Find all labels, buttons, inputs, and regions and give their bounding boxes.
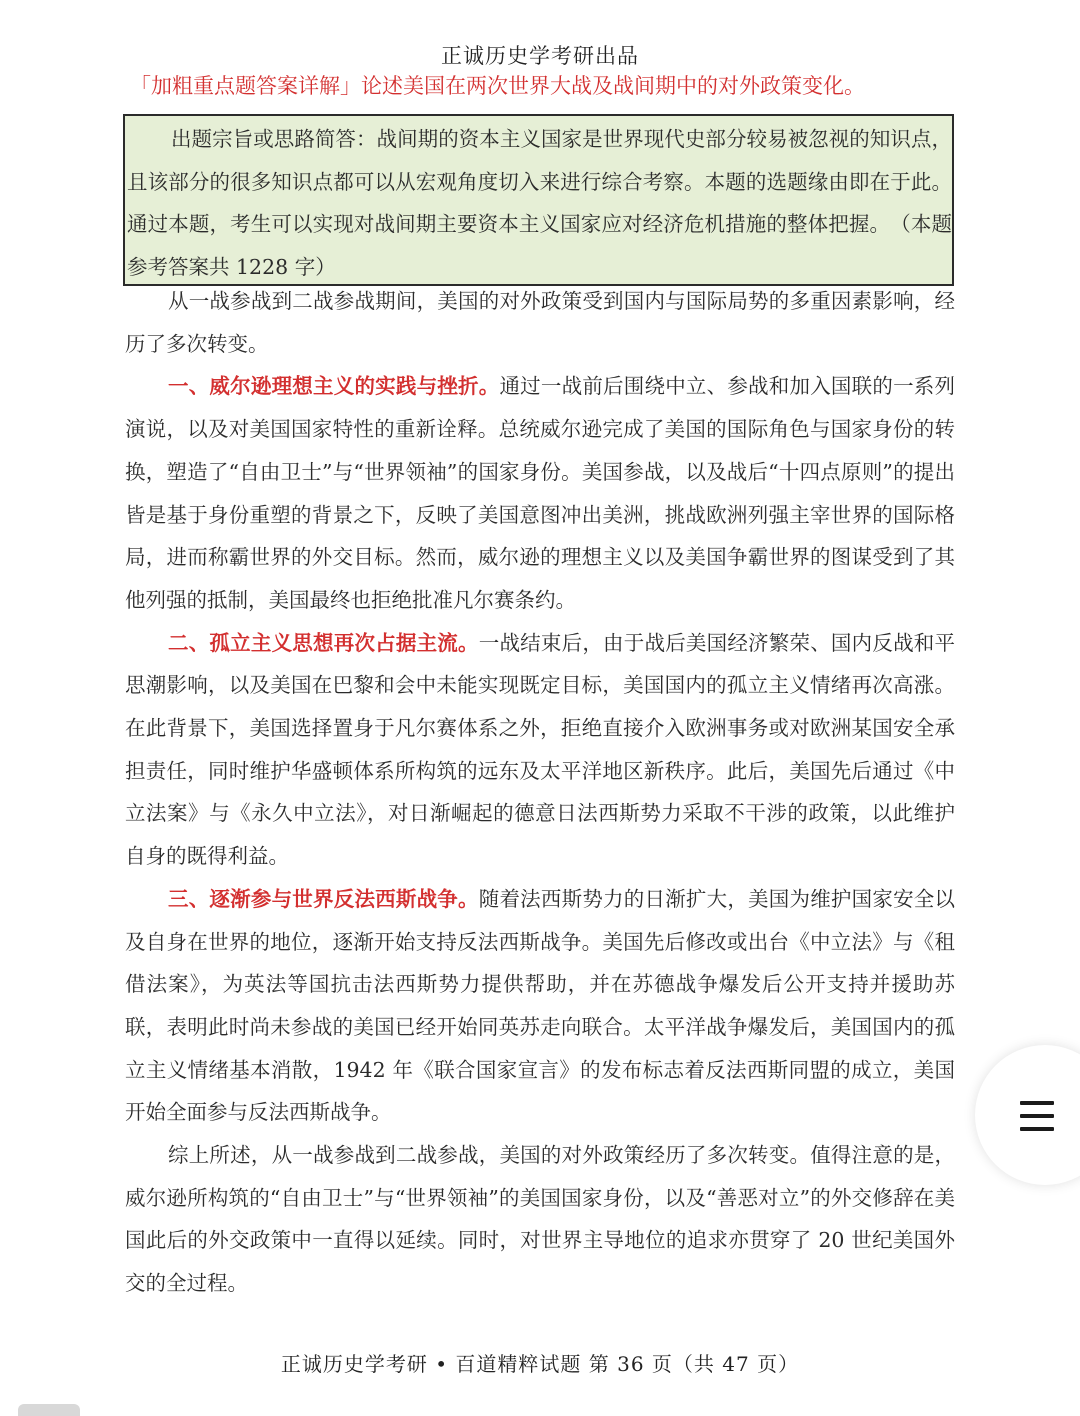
- section-2-text: 一战结束后，由于战后美国经济繁荣、国内反战和平思潮影响，以及美国在巴黎和会中未能实现既定目标，美国国内的孤立主义情绪再次高涨。在此背景下，美国选择置身于凡尔赛体系之外，拒绝直接介入欧洲事务或对欧洲某国安全承担责任，同时维护华盛顿体系所构筑的远东及太平洋地区新秩序。此后，美国先后通过《中立法案》与《永久中立法》，对日渐崛起的德意日法西斯势力采取不干涉的政策，以此维护自身的既得利益。: [125, 630, 956, 869]
- answer-body: [125, 280, 955, 1305]
- intro-paragraph: 从一战参战到二战参战期间，美国的对外政策受到国内与国际局势的多重因素影响，经历了多次转变。: [125, 289, 955, 356]
- section-3-paragraph: [125, 878, 955, 1134]
- page-footer: 正诚历史学考研 • 百道精粹试题 第 36 页（共 47 页）: [280, 1352, 800, 1376]
- hamburger-menu-icon[interactable]: [1020, 1101, 1054, 1131]
- section-1-paragraph: [125, 365, 955, 621]
- section-3-heading: 三、逐渐参与世界反法西斯战争。: [168, 886, 479, 911]
- summary-box: 出题宗旨或思路简答：战间期的资本主义国家是世界现代史部分较易被忽视的知识点，且该部分的很多知识点都可以从宏观角度切入来进行综合考察。本题的选题缘由即在于此。通过本题，考生可以实现对战间期主要资本主义国家应对经济危机措施的整体把握。 （本题参考答案共 1228 字）: [123, 114, 954, 286]
- section-3-text: 随着法西斯势力的日渐扩大，美国为维护国家安全以及自身在世界的地位，逐渐开始支持反法西斯战争。美国先后修改或出台《中立法》与《租借法案》，为英法等国抗击法西斯势力提供帮助，并在苏德战争爆发后公开支持并援助苏联，表明此时尚未参战的美国已经开始同英苏走向联合。太平洋战争爆发后，美国国内的孤立主义情绪基本消散，1942 年《联合国家宣言》的发布标志着反法西斯同盟的成立，美国开始全面参与反法西斯战争。: [125, 886, 956, 1125]
- bottom-scroll-handle[interactable]: [18, 1404, 80, 1416]
- page-header: 正诚历史学考研出品: [441, 44, 639, 68]
- section-1-text: 通过一战前后围绕中立、参战和加入国联的一系列演说，以及对美国国家特性的重新诠释。总统威尔逊完成了美国的国际角色与国家身份的转换，塑造了“自由卫士”与“世界领袖”的国家身份。美国参战，以及战后“十四点原则”的提出皆是基于身份重塑的背景之下，反映了美国意图冲出美洲，挑战欧洲列强主宰世界的国际格局，进而称霸世界的外交目标。然而，威尔逊的理想主义以及美国争霸世界的图谋受到了其他列强的抵制，美国最终也拒绝批准凡尔赛条约。: [125, 374, 956, 612]
- conclusion-paragraph: 综上所述，从一战参战到二战参战，美国的对外政策经历了多次转变。值得注意的是，威尔逊所构筑的“自由卫士”与“世界领袖”的美国国家身份，以及“善恶对立”的外交修辞在美国此后的外交政策中一直得以延续。同时，对世界主导地位的追求亦贯穿了 20 世纪美国外交的全过程。: [125, 1143, 955, 1296]
- section-2-paragraph: [125, 622, 955, 878]
- section-1-heading: 一、威尔逊理想主义的实践与挫折。: [168, 374, 500, 399]
- question-title: 「加粗重点题答案详解」论述美国在两次世界大战及战间期中的对外政策变化。: [130, 74, 865, 98]
- section-2-heading: 二、孤立主义思想再次占据主流。: [168, 630, 479, 655]
